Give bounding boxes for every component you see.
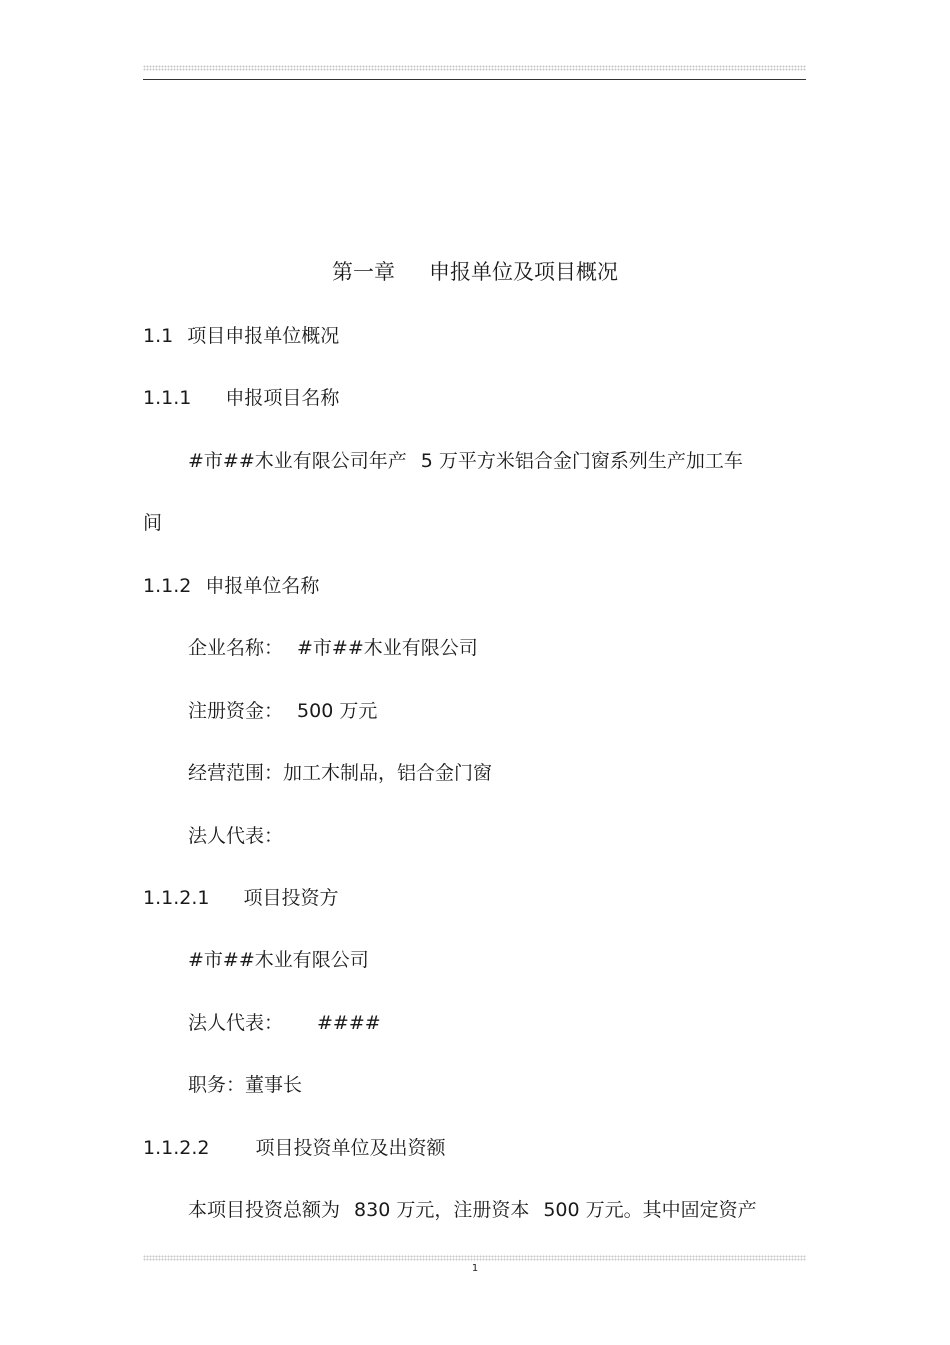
section-1-1-1-heading xyxy=(143,386,339,410)
section-title: 项目投资单位及出资额 xyxy=(255,1137,446,1159)
section-title: 项目申报单位概况 xyxy=(187,325,340,347)
section-1-1-2-2-heading xyxy=(143,1136,446,1160)
investor-representative-value: #### xyxy=(317,1012,381,1034)
section-1-1-2-heading xyxy=(143,574,319,598)
legal-representative-line xyxy=(188,824,283,848)
investment-paragraph xyxy=(188,1198,757,1222)
company-name-line xyxy=(188,636,478,660)
chapter-title: 申报单位及项目概况 xyxy=(429,260,618,284)
investment-part-c: 500 万元。其中固定资产 xyxy=(543,1199,757,1221)
chapter-heading xyxy=(0,260,950,284)
project-name-line-2: 间 xyxy=(143,512,163,534)
investment-part-b: 830 万元，注册资本 xyxy=(354,1199,530,1221)
position-label: 职务： xyxy=(188,1074,246,1096)
section-number: 1.1 xyxy=(143,325,174,347)
header-rule xyxy=(143,79,806,80)
position-value: 董事长 xyxy=(245,1074,303,1096)
section-title: 申报项目名称 xyxy=(225,387,340,409)
investor-name-line: #市##木业有限公司 xyxy=(188,949,369,971)
section-number: 1.1.2 xyxy=(143,575,192,597)
investment-part-a: 本项目投资总额为 xyxy=(188,1199,341,1221)
business-scope-label: 经营范围： xyxy=(188,762,284,784)
section-title: 申报单位名称 xyxy=(205,575,320,597)
registered-capital-line xyxy=(188,699,377,723)
position-line xyxy=(188,1073,302,1097)
section-1-1-heading xyxy=(143,324,339,348)
business-scope-value: 加工木制品，铝合金门窗 xyxy=(283,762,493,784)
registered-capital-label: 注册资金： xyxy=(188,700,284,722)
legal-representative-label: 法人代表： xyxy=(188,825,284,847)
footer-dotted-band xyxy=(143,1255,806,1261)
company-name-label: 企业名称： xyxy=(188,637,284,659)
section-number: 1.1.2.1 xyxy=(143,887,210,909)
section-number: 1.1.2.2 xyxy=(143,1137,210,1159)
page-number: 1 xyxy=(471,1263,479,1274)
registered-capital-value: 500 万元 xyxy=(297,700,378,722)
project-name-part-a: #市##木业有限公司年产 xyxy=(188,450,407,472)
section-1-1-2-1-heading xyxy=(143,886,339,910)
section-number: 1.1.1 xyxy=(143,387,192,409)
header-dotted-band xyxy=(143,65,806,71)
project-name-line-1 xyxy=(188,449,743,473)
business-scope-line xyxy=(188,761,492,785)
company-name-value: #市##木业有限公司 xyxy=(297,637,478,659)
investor-representative-label: 法人代表： xyxy=(188,1012,284,1034)
section-title: 项目投资方 xyxy=(243,887,339,909)
investor-representative-line xyxy=(188,1011,381,1035)
chapter-number: 第一章 xyxy=(332,260,395,284)
project-name-part-b: 5 万平方米铝合金门窗系列生产加工车 xyxy=(420,450,743,472)
